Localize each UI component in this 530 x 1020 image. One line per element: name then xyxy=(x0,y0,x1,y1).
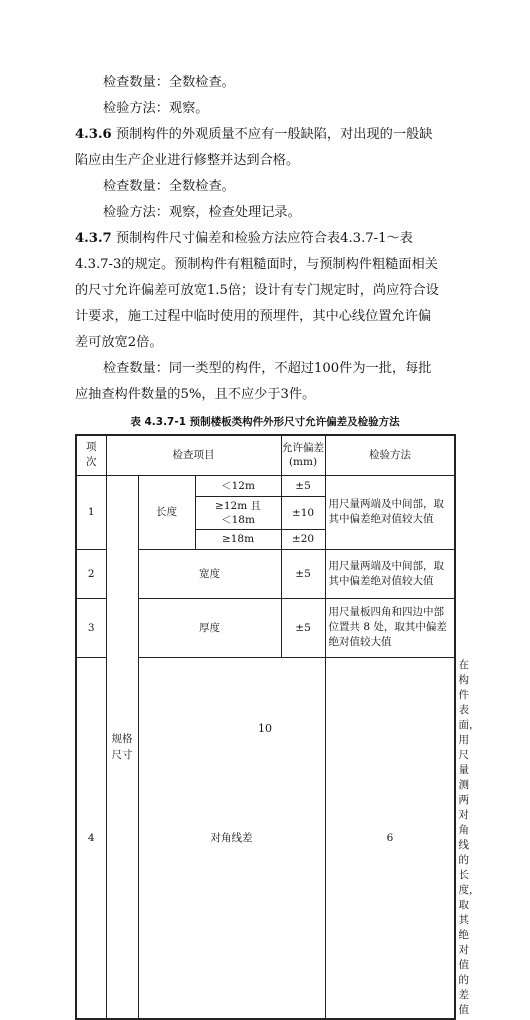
deviation-value: ±5 xyxy=(281,549,325,598)
clause-4-3-6 xyxy=(75,127,432,143)
header-deviation-label: 允许偏差 xyxy=(282,442,325,455)
deviation-value: ±20 xyxy=(281,529,325,549)
length-condition: ＜12m xyxy=(195,475,281,496)
paragraph-line: 检查数量：全数检查。 xyxy=(103,179,235,194)
length-condition-line: ≥12m 且 xyxy=(215,499,261,512)
paragraph-line: 检验方法：观察，检查处理记录。 xyxy=(103,205,301,220)
item-label: 宽度 xyxy=(138,549,281,598)
paragraph-line: 检查数量：全数检查。 xyxy=(103,75,235,90)
paragraph-line: 差可放宽2倍。 xyxy=(75,335,163,350)
caption-title: 预制楼板类构件外形尺寸允许偏差及检验方法 xyxy=(186,416,400,428)
clause-number: 4.3.7 xyxy=(75,231,112,246)
header-deviation-unit: (mm) xyxy=(288,456,318,469)
length-condition-line: ＜18m xyxy=(221,513,255,526)
method-text: 用尺量两端及中间部，取其中偏差绝对值较大值 xyxy=(325,549,455,598)
paragraph-line: 计要求，施工过程中临时使用的预埋件，其中心线位置允许偏 xyxy=(75,309,432,324)
length-condition: ≥18m xyxy=(195,529,281,549)
deviation-value: ±10 xyxy=(281,496,325,529)
table-row xyxy=(76,475,455,496)
header-seq: 项次 xyxy=(76,435,106,475)
row-seq: 2 xyxy=(76,549,106,598)
deviation-value: 6 xyxy=(325,657,455,1019)
row-seq: 1 xyxy=(76,475,106,549)
item-label: 厚度 xyxy=(138,598,281,657)
deviation-value: ±5 xyxy=(281,475,325,496)
paragraph-line: 陷应由生产企业进行修整并达到合格。 xyxy=(75,153,300,168)
header-deviation xyxy=(281,435,325,475)
clause-number: 4.3.6 xyxy=(75,127,112,142)
table-caption xyxy=(0,414,530,429)
group-label: 规格尺寸 xyxy=(106,475,138,1019)
length-condition xyxy=(195,496,281,529)
item-label: 对角线差 xyxy=(138,657,325,1019)
length-label: 长度 xyxy=(138,475,195,549)
header-item: 检查项目 xyxy=(106,435,281,475)
caption-number: 表 4.3.7-1 xyxy=(130,416,187,428)
header-method: 检验方法 xyxy=(325,435,455,475)
clause-4-3-7 xyxy=(75,231,413,247)
paragraph-line: 检验方法：观察。 xyxy=(103,101,209,116)
method-text: 用尺量板四角和四边中部位置共 8 处，取其中偏差绝对值较大值 xyxy=(325,598,455,657)
paragraph-line: 应抽查构件数量的5%，且不应少于3件。 xyxy=(75,387,316,402)
row-seq: 3 xyxy=(76,598,106,657)
method-text: 用尺量两端及中间部，取其中偏差绝对值较大值 xyxy=(325,475,455,549)
paragraph-line: 检查数量：同一类型的构件，不超过100件为一批，每批 xyxy=(103,361,432,376)
deviation-value: ±5 xyxy=(281,598,325,657)
page-number: 10 xyxy=(258,722,272,735)
row-seq: 4 xyxy=(76,657,106,1019)
clause-text: 预制构件尺寸偏差和检验方法应符合表4.3.7-1～表 xyxy=(111,231,413,246)
table-header-row xyxy=(76,435,455,475)
paragraph-line: 的尺寸允许偏差可放宽1.5倍；设计有专门规定时，尚应符合设 xyxy=(75,283,439,298)
clause-text: 预制构件的外观质量不应有一般缺陷，对出现的一般缺 xyxy=(111,127,433,142)
paragraph-line: 4.3.7-3的规定。预制构件有粗糙面时，与预制构件粗糙面相关 xyxy=(75,257,438,272)
table-row: 4 对角线差 6 在构件表面，用尺量测两对角线的长度，取其绝对值的差值 xyxy=(76,657,455,1019)
